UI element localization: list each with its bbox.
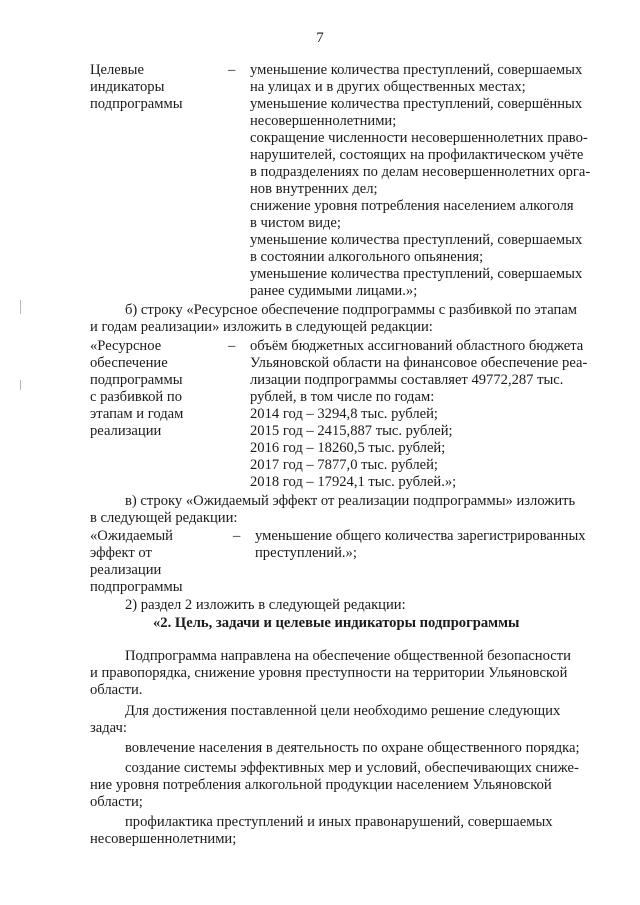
body-line: задач: — [90, 720, 127, 736]
value-line: 2017 год – 7877,0 тыс. рублей; — [250, 457, 438, 473]
paragraph-2: 2) раздел 2 изложить в следующей редакции: — [125, 597, 406, 613]
value-line: уменьшение количества преступлений, совершаемых — [250, 232, 583, 248]
body-line: создание системы эффективных мер и условий, обеспечивающих сниже- — [125, 760, 579, 776]
value-line: уменьшение количества преступлений, совершаемых — [250, 266, 583, 282]
paragraph-b-line: и годам реализации» изложить в следующей редакции: — [90, 319, 433, 335]
value-line: в чистом виде; — [250, 215, 341, 231]
label-line: обеспечение — [90, 355, 168, 371]
value-line: 2016 год – 18260,5 тыс. рублей; — [250, 440, 446, 456]
value-line: 2014 год – 3294,8 тыс. рублей; — [250, 406, 438, 422]
value-line: снижение уровня потребления населением алкоголя — [250, 198, 574, 214]
body-line: области; — [90, 794, 143, 810]
body-line: несовершеннолетними; — [90, 831, 237, 847]
value-line: сокращение численности несовершеннолетних право- — [250, 130, 588, 146]
body-line: вовлечение населения в деятельность по охране общественного порядка; — [125, 740, 580, 756]
value-line: лизации подпрограммы составляет 49772,287 тыс. — [250, 372, 564, 388]
value-line: нов внутренних дел; — [250, 181, 378, 197]
page-number: 7 — [316, 30, 324, 46]
value-line: в подразделениях по делам несовершеннолетних орга- — [250, 164, 591, 180]
label-line: этапам и годам — [90, 406, 184, 422]
body-line: Подпрограмма направлена на обеспечение общественной безопасности — [125, 648, 571, 664]
scan-mark — [20, 300, 21, 314]
label-line: подпрограммы — [90, 579, 183, 595]
value-line: уменьшение общего количества зарегистрированных — [255, 528, 586, 544]
body-line: ние уровня потребления алкогольной продукции населением Ульяновской — [90, 777, 552, 793]
value-line: уменьшение количества преступлений, совершаемых — [250, 62, 583, 78]
body-line: Для достижения поставленной цели необходимо решение следующих — [125, 703, 561, 719]
scan-mark — [20, 380, 21, 390]
separator-dash: – — [233, 528, 241, 544]
label-line: с разбивкой по — [90, 389, 183, 405]
label-line: «Ожидаемый — [90, 528, 173, 544]
value-line: в состоянии алкогольного опьянения; — [250, 249, 484, 265]
separator-dash: – — [228, 62, 236, 78]
value-line: объём бюджетных ассигнований областного бюджета — [250, 338, 584, 354]
label-line: индикаторы — [90, 79, 165, 95]
paragraph-v-line: в) строку «Ожидаемый эффект от реализации подпрограммы» изложить — [125, 493, 576, 509]
body-line: области. — [90, 682, 143, 698]
separator-dash: – — [228, 338, 236, 354]
value-line: на улицах и в других общественных местах; — [250, 79, 526, 95]
value-line: 2015 год – 2415,887 тыс. рублей; — [250, 423, 453, 439]
paragraph-v-line: в следующей редакции: — [90, 510, 238, 526]
label-line: реализации — [90, 423, 162, 439]
value-line: нарушителей, состоящих на профилактическом учёте — [250, 147, 584, 163]
label-line: эффект от — [90, 545, 152, 561]
label-line: подпрограммы — [90, 372, 183, 388]
label-line: «Ресурсное — [90, 338, 162, 354]
value-line: уменьшение количества преступлений, совершённых — [250, 96, 583, 112]
value-line: преступлений.»; — [255, 545, 357, 561]
value-line: ранее судимыми лицами.»; — [250, 283, 418, 299]
value-line: рублей, в том числе по годам: — [250, 389, 435, 405]
paragraph-b-line: б) строку «Ресурсное обеспечение подпрограммы с разбивкой по этапам — [125, 302, 578, 318]
body-line: и правопорядка, снижение уровня преступности на территории Ульяновской — [90, 665, 568, 681]
label-line: реализации — [90, 562, 162, 578]
value-line: 2018 год – 17924,1 тыс. рублей.»; — [250, 474, 457, 490]
section-heading: «2. Цель, задачи и целевые индикаторы подпрограммы — [153, 615, 520, 631]
label-line: Целевые — [90, 62, 144, 78]
body-line: профилактика преступлений и иных правонарушений, совершаемых — [125, 814, 553, 830]
value-line: Ульяновской области на финансовое обеспечение реа- — [250, 355, 588, 371]
label-line: подпрограммы — [90, 96, 183, 112]
value-line: несовершеннолетними; — [250, 113, 397, 129]
